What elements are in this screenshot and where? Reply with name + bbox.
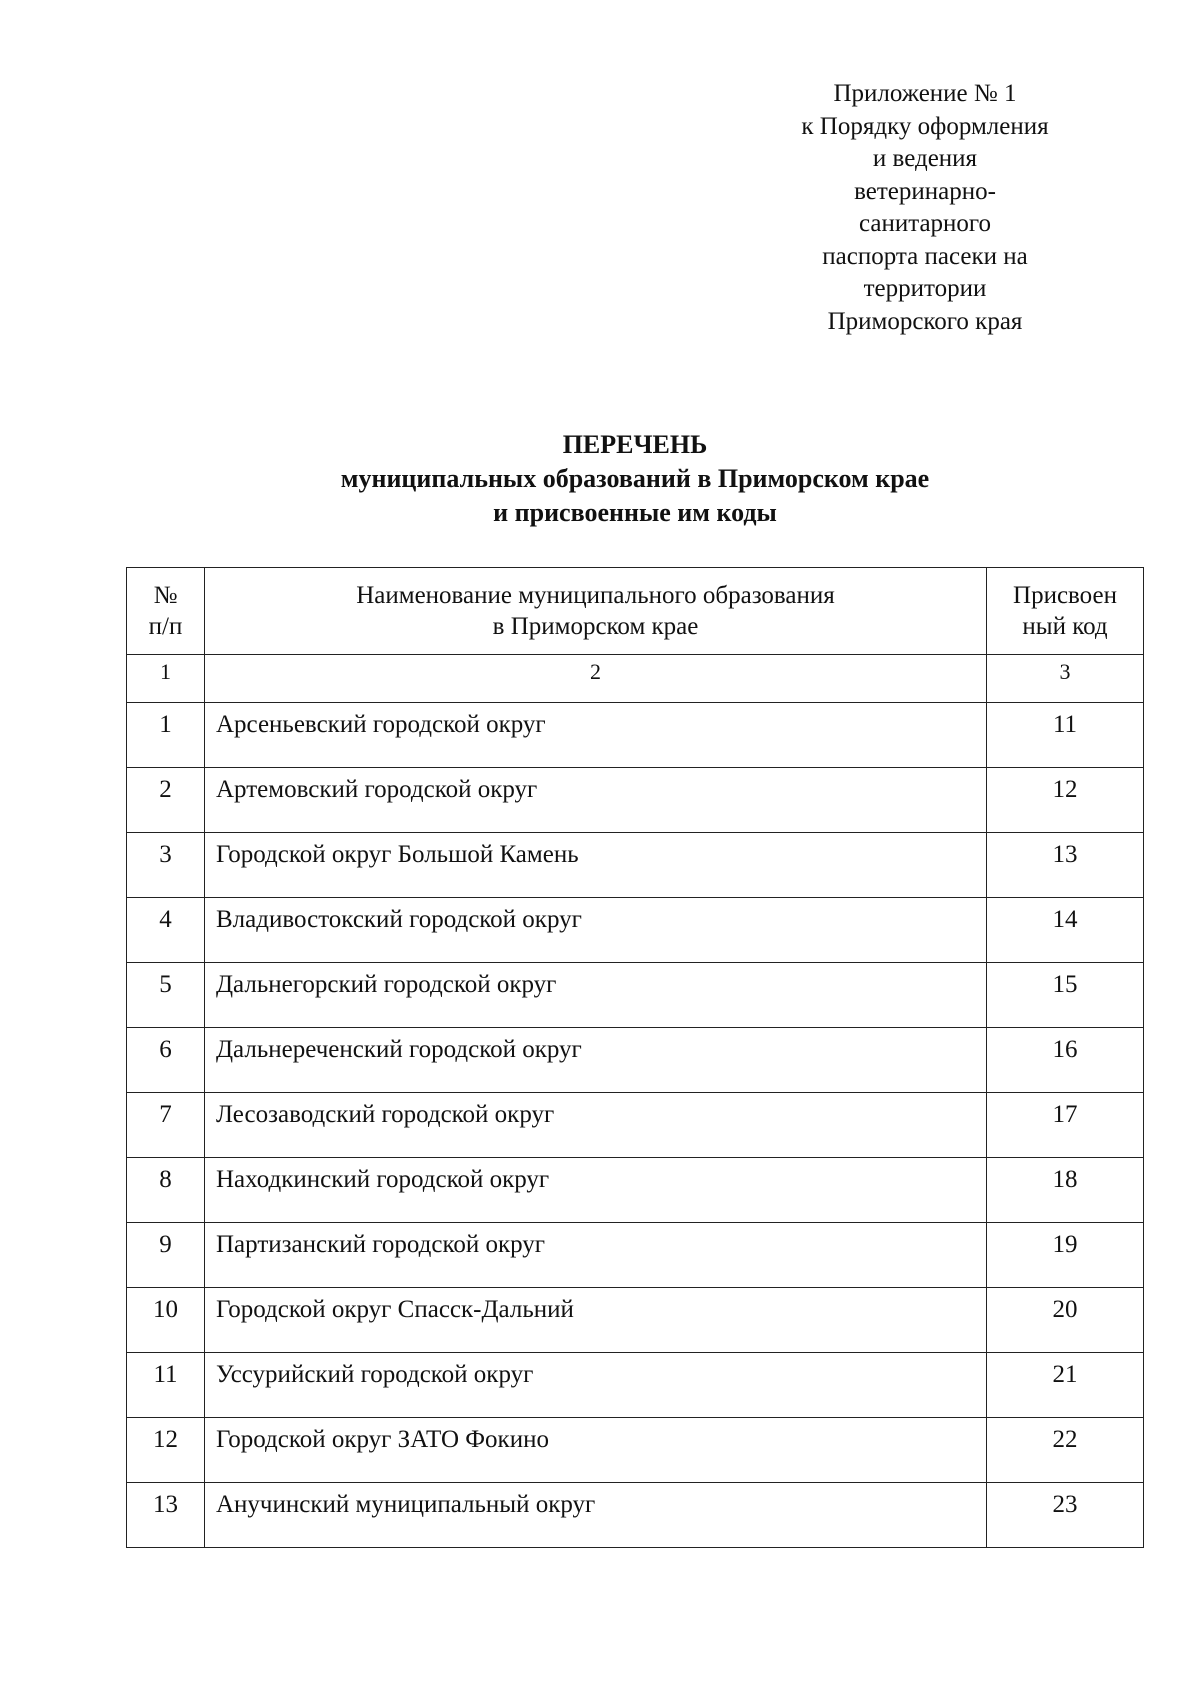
row-code: 12 xyxy=(987,768,1144,833)
column-index-cell: 3 xyxy=(987,655,1144,703)
table-row xyxy=(127,703,1144,768)
document-heading xyxy=(0,428,1200,530)
row-number: 7 xyxy=(127,1093,205,1158)
row-name: Арсеньевский городской округ xyxy=(205,703,987,768)
header-name-line: в Приморском крае xyxy=(492,613,699,640)
row-name: Городской округ Спасск-Дальний xyxy=(205,1288,987,1353)
heading-subtitle: муниципальных образований в Приморском крае xyxy=(340,464,930,493)
table-row xyxy=(127,1353,1144,1418)
column-index-cell: 2 xyxy=(205,655,987,703)
appendix-line: Приложение № 1 xyxy=(833,80,1017,107)
row-number: 13 xyxy=(127,1483,205,1548)
row-number: 6 xyxy=(127,1028,205,1093)
header-name-line: Наименование муниципального образования xyxy=(356,582,835,609)
table-row xyxy=(127,1093,1144,1158)
header-code xyxy=(987,568,1144,655)
appendix-line: Приморского края xyxy=(827,307,1023,335)
row-code: 13 xyxy=(987,833,1144,898)
row-code: 14 xyxy=(987,898,1144,963)
row-code: 21 xyxy=(987,1353,1144,1418)
row-code: 23 xyxy=(987,1483,1144,1548)
row-code: 20 xyxy=(987,1288,1144,1353)
table-header-row xyxy=(127,568,1144,655)
table-row xyxy=(127,898,1144,963)
table-row xyxy=(127,1418,1144,1483)
appendix-line: к Порядку оформления xyxy=(801,112,1049,140)
row-name: Анучинский муниципальный округ xyxy=(205,1483,987,1548)
header-number xyxy=(127,568,205,655)
row-code: 19 xyxy=(987,1223,1144,1288)
column-index-row xyxy=(127,655,1144,703)
row-code: 11 xyxy=(987,703,1144,768)
header-number-line: № xyxy=(153,582,178,609)
heading-subtitle: и присвоенные им коды xyxy=(493,498,777,527)
row-number: 10 xyxy=(127,1288,205,1353)
table-row xyxy=(127,1158,1144,1223)
row-name: Владивостокский городской округ xyxy=(205,898,987,963)
table-row xyxy=(127,833,1144,898)
row-number: 2 xyxy=(127,768,205,833)
column-index-cell: 1 xyxy=(127,655,205,703)
row-name: Дальнереченский городской округ xyxy=(205,1028,987,1093)
table-row xyxy=(127,1288,1144,1353)
row-name: Находкинский городской округ xyxy=(205,1158,987,1223)
row-number: 9 xyxy=(127,1223,205,1288)
row-code: 18 xyxy=(987,1158,1144,1223)
appendix-block xyxy=(760,78,1090,338)
row-number: 3 xyxy=(127,833,205,898)
table-row xyxy=(127,1028,1144,1093)
row-code: 16 xyxy=(987,1028,1144,1093)
row-name: Городской округ Большой Камень xyxy=(205,833,987,898)
row-number: 12 xyxy=(127,1418,205,1483)
header-name xyxy=(205,568,987,655)
row-number: 4 xyxy=(127,898,205,963)
appendix-line: паспорта пасеки на xyxy=(822,242,1028,270)
appendix-line: санитарного xyxy=(858,210,992,237)
row-number: 8 xyxy=(127,1158,205,1223)
table-row xyxy=(127,1223,1144,1288)
table-row xyxy=(127,1483,1144,1548)
header-number-line: п/п xyxy=(148,613,183,640)
row-name: Уссурийский городской округ xyxy=(205,1353,987,1418)
row-code: 15 xyxy=(987,963,1144,1028)
table-row xyxy=(127,963,1144,1028)
table-row xyxy=(127,768,1144,833)
appendix-line: и ведения xyxy=(872,145,978,172)
row-number: 1 xyxy=(127,703,205,768)
row-number: 11 xyxy=(127,1353,205,1418)
appendix-line: ветеринарно- xyxy=(854,177,996,205)
row-name: Партизанский городской округ xyxy=(205,1223,987,1288)
header-code-line: ный код xyxy=(1022,613,1108,640)
heading-title: ПЕРЕЧЕНЬ xyxy=(562,430,708,459)
row-code: 17 xyxy=(987,1093,1144,1158)
municipalities-table xyxy=(126,567,1144,1548)
header-code-line: Присвоен xyxy=(1013,582,1117,609)
row-name: Артемовский городской округ xyxy=(205,768,987,833)
row-name: Лесозаводский городской округ xyxy=(205,1093,987,1158)
appendix-line: территории xyxy=(863,275,987,302)
row-name: Городской округ ЗАТО Фокино xyxy=(205,1418,987,1483)
row-code: 22 xyxy=(987,1418,1144,1483)
row-number: 5 xyxy=(127,963,205,1028)
row-name: Дальнегорский городской округ xyxy=(205,963,987,1028)
